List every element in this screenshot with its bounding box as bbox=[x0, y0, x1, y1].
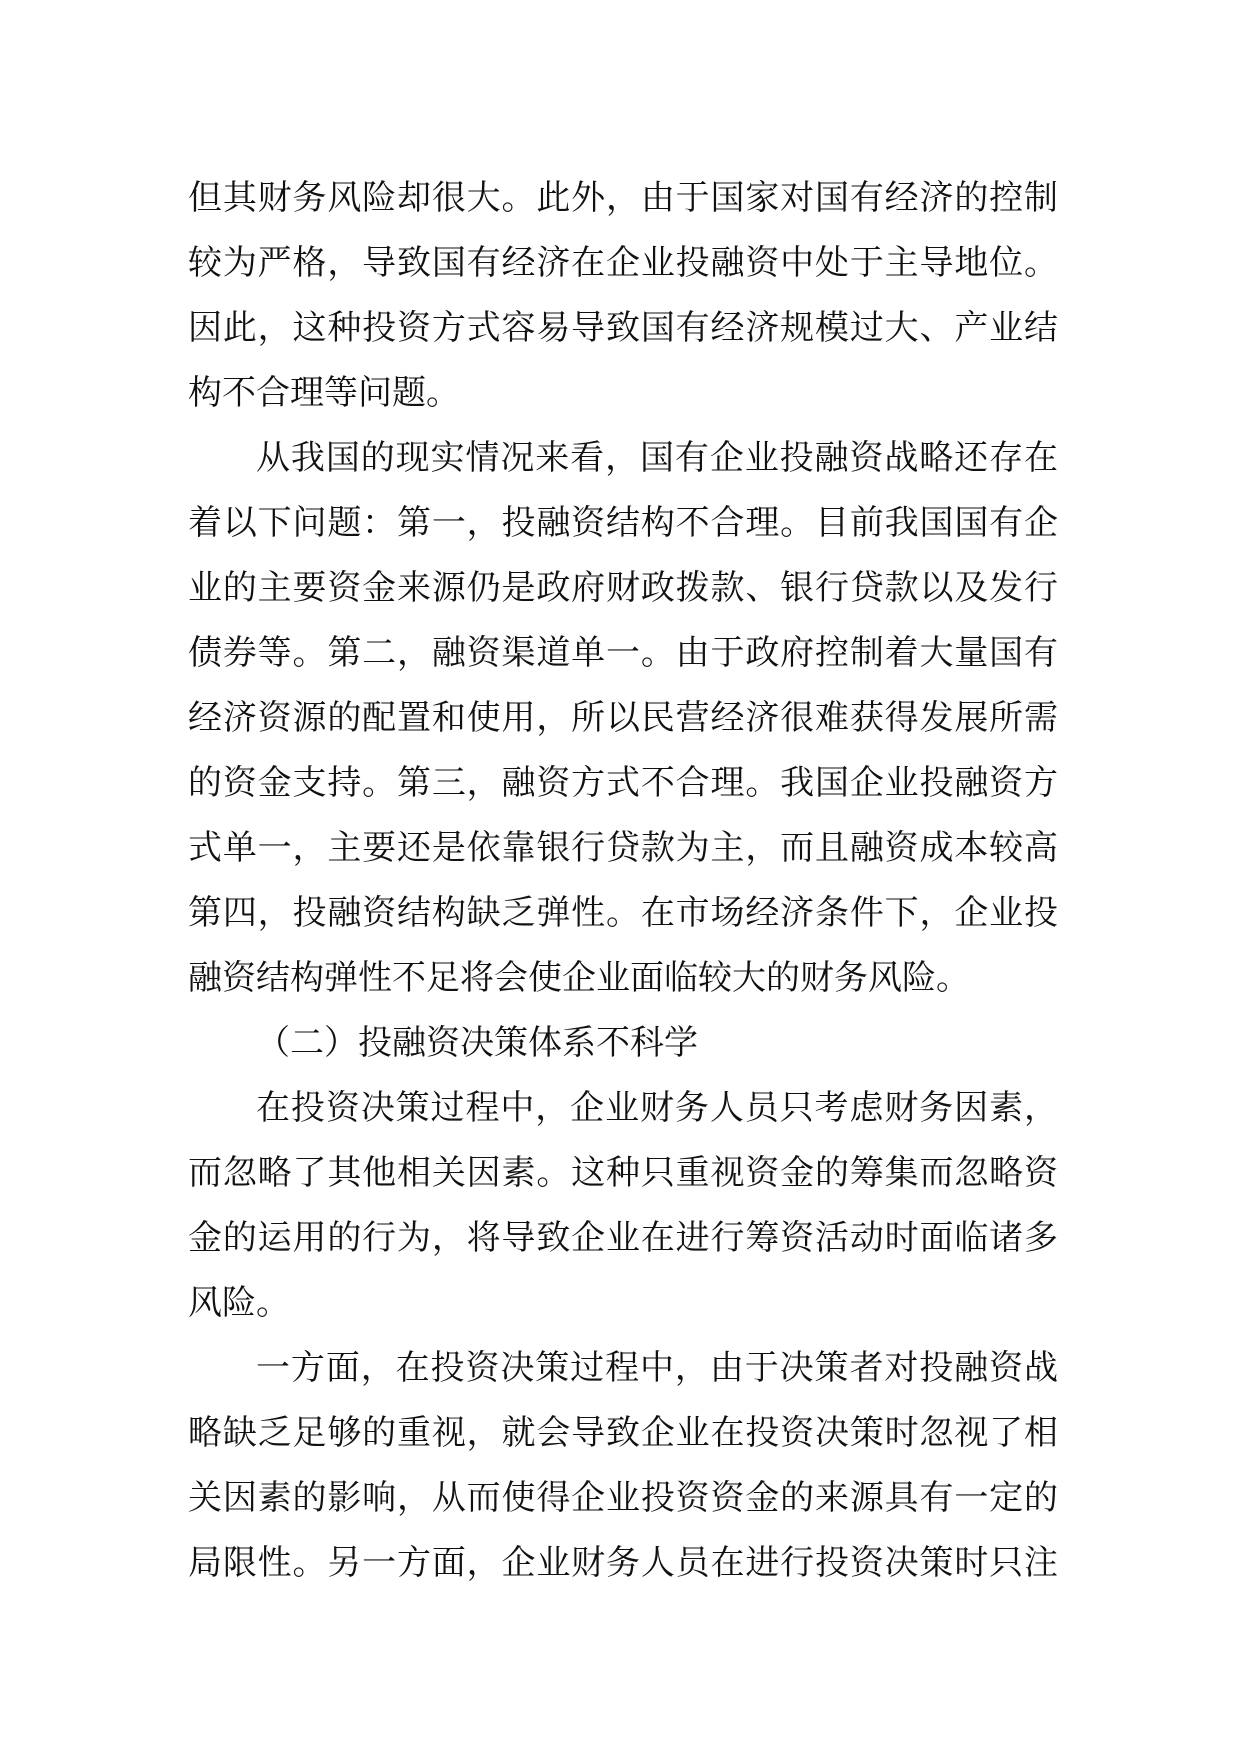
text-line: 风险。 bbox=[188, 1283, 290, 1323]
text-line: 债券等。第二，融资渠道单一。由于政府控制着大量国有 bbox=[188, 633, 1058, 673]
text-line: 一方面，在投资决策过程中，由于决策者对投融资战 bbox=[256, 1348, 1058, 1388]
text-line: 的资金支持。第三，融资方式不合理。我国企业投融资方 bbox=[188, 763, 1058, 803]
text-line: 但其财务风险却很大。此外，由于国家对国有经济的控制 bbox=[188, 178, 1058, 218]
paragraph bbox=[188, 1076, 1058, 1336]
text-line: 局限性。另一方面，企业财务人员在进行投资决策时只注 bbox=[188, 1543, 1058, 1583]
section-heading-text: （二）投融资决策体系不科学 bbox=[256, 1023, 698, 1063]
text-line: 而忽略了其他相关因素。这种只重视资金的筹集而忽略资 bbox=[188, 1153, 1058, 1193]
text-line: 经济资源的配置和使用，所以民营经济很难获得发展所需 bbox=[188, 698, 1058, 738]
paragraph bbox=[188, 166, 1058, 426]
text-line: 金的运用的行为，将导致企业在进行筹资活动时面临诸多 bbox=[188, 1218, 1058, 1258]
text-line: 在投资决策过程中，企业财务人员只考虑财务因素， bbox=[256, 1088, 1058, 1128]
section-heading bbox=[188, 1011, 1058, 1076]
text-line: 融资结构弹性不足将会使企业面临较大的财务风险。 bbox=[188, 958, 970, 998]
text-line: 从我国的现实情况来看，国有企业投融资战略还存在 bbox=[256, 438, 1058, 478]
text-line: 业的主要资金来源仍是政府财政拨款、银行贷款以及发行 bbox=[188, 568, 1058, 608]
text-line: 构不合理等问题。 bbox=[188, 373, 460, 413]
text-line: 第四，投融资结构缺乏弹性。在市场经济条件下，企业投 bbox=[188, 893, 1058, 933]
text-line: 略缺乏足够的重视，就会导致企业在投资决策时忽视了相 bbox=[188, 1413, 1058, 1453]
document-body bbox=[188, 166, 1058, 1596]
text-line: 因此，这种投资方式容易导致国有经济规模过大、产业结 bbox=[188, 308, 1058, 348]
paragraph bbox=[188, 1336, 1058, 1596]
text-line: 着以下问题：第一，投融资结构不合理。目前我国国有企 bbox=[188, 503, 1058, 543]
text-line: 式单一，主要还是依靠银行贷款为主，而且融资成本较高 bbox=[188, 828, 1058, 868]
paragraph bbox=[188, 426, 1058, 1011]
text-line: 较为严格，导致国有经济在企业投融资中处于主导地位。 bbox=[188, 243, 1058, 283]
text-line: 关因素的影响，从而使得企业投资资金的来源具有一定的 bbox=[188, 1478, 1058, 1518]
